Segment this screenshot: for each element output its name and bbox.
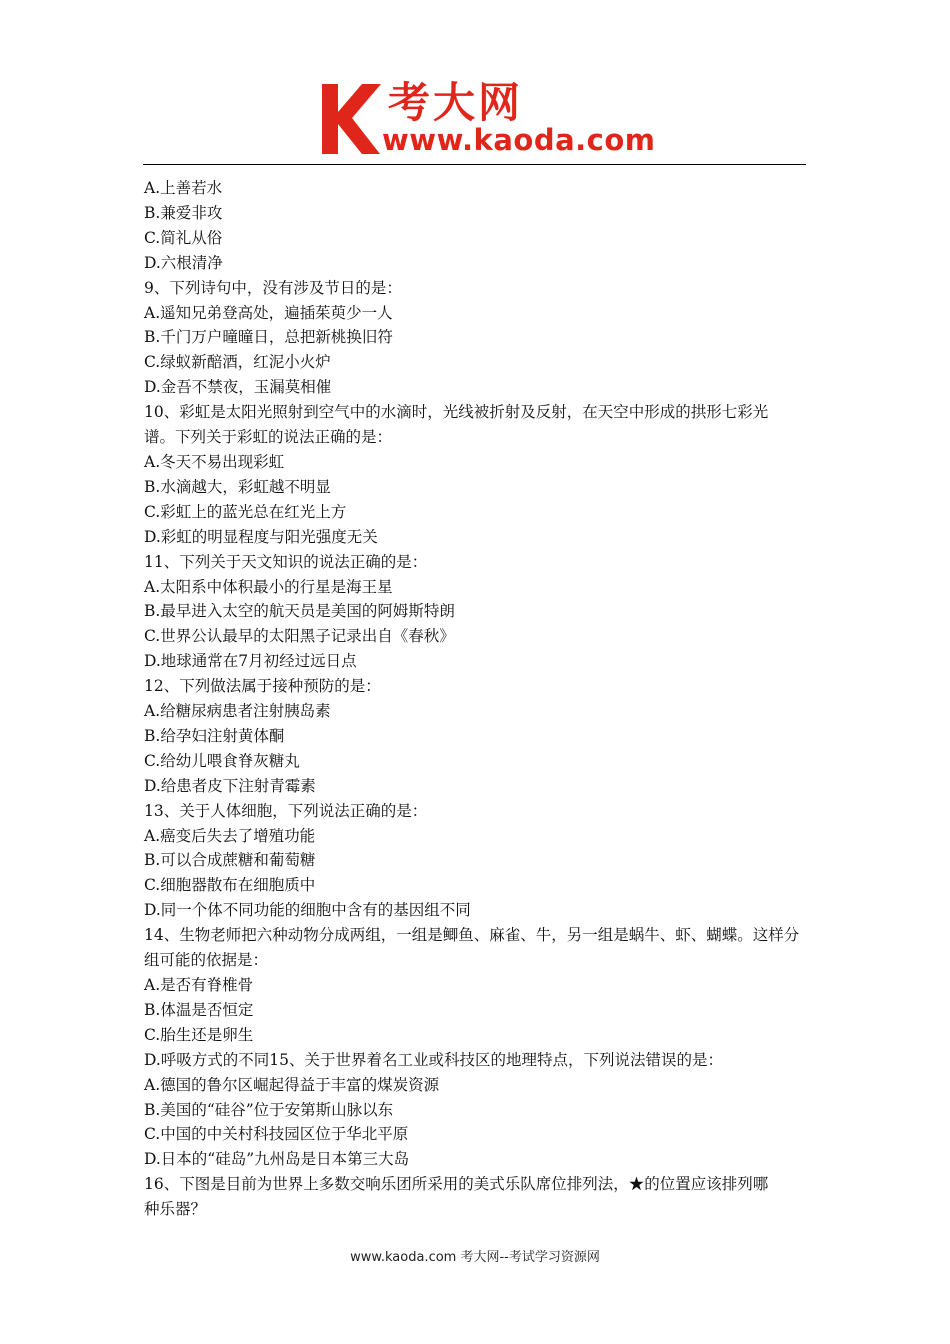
text-line: 13、关于人体细胞，下列说法正确的是： <box>144 801 428 820</box>
text-line: D.金吾不禁夜，玉漏莫相催 <box>144 378 332 397</box>
text-line: B.兼爱非攻 <box>144 203 223 222</box>
text-line: D.给患者皮下注射青霉素 <box>144 776 316 795</box>
site-logo <box>318 78 656 160</box>
text-line: 谱。下列关于彩虹的说法正确的是： <box>144 428 393 447</box>
text-line: C.简礼从俗 <box>144 228 223 247</box>
text-line: B.千门万户曈曈日，总把新桃换旧符 <box>144 328 393 347</box>
brand-url: www.kaoda.com <box>382 123 656 157</box>
text-line: C.胎生还是卵生 <box>144 1025 254 1044</box>
text-line: B.美国的“硅谷”位于安第斯山脉以东 <box>144 1100 394 1119</box>
text-line: A.癌变后失去了增殖功能 <box>144 826 316 845</box>
text-line: D.彩虹的明显程度与阳光强度无关 <box>144 527 378 546</box>
text-line: B.可以合成蔗糖和葡萄糖 <box>144 851 316 870</box>
text-line: 12、下列做法属于接种预防的是： <box>144 677 381 696</box>
text-line: C.世界公认最早的太阳黑子记录出自《春秋》 <box>144 627 455 646</box>
text-line: A.是否有脊椎骨 <box>144 976 254 994</box>
text-line: C.彩虹上的蓝光总在红光上方 <box>144 502 347 521</box>
document-body <box>144 176 809 1222</box>
text-line: 9、下列诗句中，没有涉及节日的是： <box>144 278 402 297</box>
text-line: D.日本的“硅岛”九州岛是日本第三大岛 <box>144 1150 410 1169</box>
text-line: C.细胞器散布在细胞质中 <box>144 876 316 895</box>
text-line: C.给幼儿喂食脊灰糖丸 <box>144 751 300 770</box>
text-line: C.中国的中关村科技园区位于华北平原 <box>144 1125 409 1144</box>
text-line: D.呼吸方式的不同15、关于世界着名工业或科技区的地理特点，下列说法错误的是： <box>144 1050 724 1069</box>
text-line: D.六根清净 <box>144 253 223 272</box>
text-line: A.冬天不易出现彩虹 <box>144 452 285 471</box>
text-line: B.最早进入太空的航天员是美国的阿姆斯特朗 <box>144 602 455 621</box>
text-line: 16、下图是目前为世界上多数交响乐团所采用的美式乐队席位排列法，★的位置应该排列哪 <box>144 1175 769 1194</box>
text-line: 种乐器？ <box>144 1200 207 1219</box>
text-line: A.太阳系中体积最小的行星是海王星 <box>144 577 393 596</box>
text-line: A.遥知兄弟登高处，遍插茱萸少一人 <box>144 303 393 322</box>
text-line: D.同一个体不同功能的细胞中含有的基因组不同 <box>144 901 471 920</box>
k-logo-icon <box>318 82 384 156</box>
text-line: 11、下列关于天文知识的说法正确的是： <box>144 552 428 571</box>
text-line: 10、彩虹是太阳光照射到空气中的水滴时，光线被折射及反射，在天空中形成的拱形七彩光 <box>144 403 769 422</box>
text-line: C.绿蚁新醅酒，红泥小火炉 <box>144 353 331 372</box>
text-line: 组可能的依据是： <box>144 951 269 970</box>
text-line: B.给孕妇注射黄体酮 <box>144 726 285 745</box>
text-line: 14、生物老师把六种动物分成两组，一组是鲫鱼、麻雀、牛，另一组是蜗牛、虾、蝴蝶。这样分 <box>144 926 800 945</box>
text-line: D.地球通常在7月初经过远日点 <box>144 652 357 671</box>
text-line: A.给糖尿病患者注射胰岛素 <box>144 702 331 721</box>
text-line: B.体温是否恒定 <box>144 1000 254 1019</box>
text-line: B.水滴越大，彩虹越不明显 <box>144 477 331 496</box>
brand-name: 考大网 <box>388 78 524 127</box>
text-line: A.德国的鲁尔区崛起得益于丰富的煤炭资源 <box>144 1075 440 1094</box>
page-footer: www.kaoda.com 考大网--考试学习资源网 <box>350 1250 600 1265</box>
text-line: A.上善若水 <box>144 179 223 197</box>
header-divider <box>143 164 806 165</box>
